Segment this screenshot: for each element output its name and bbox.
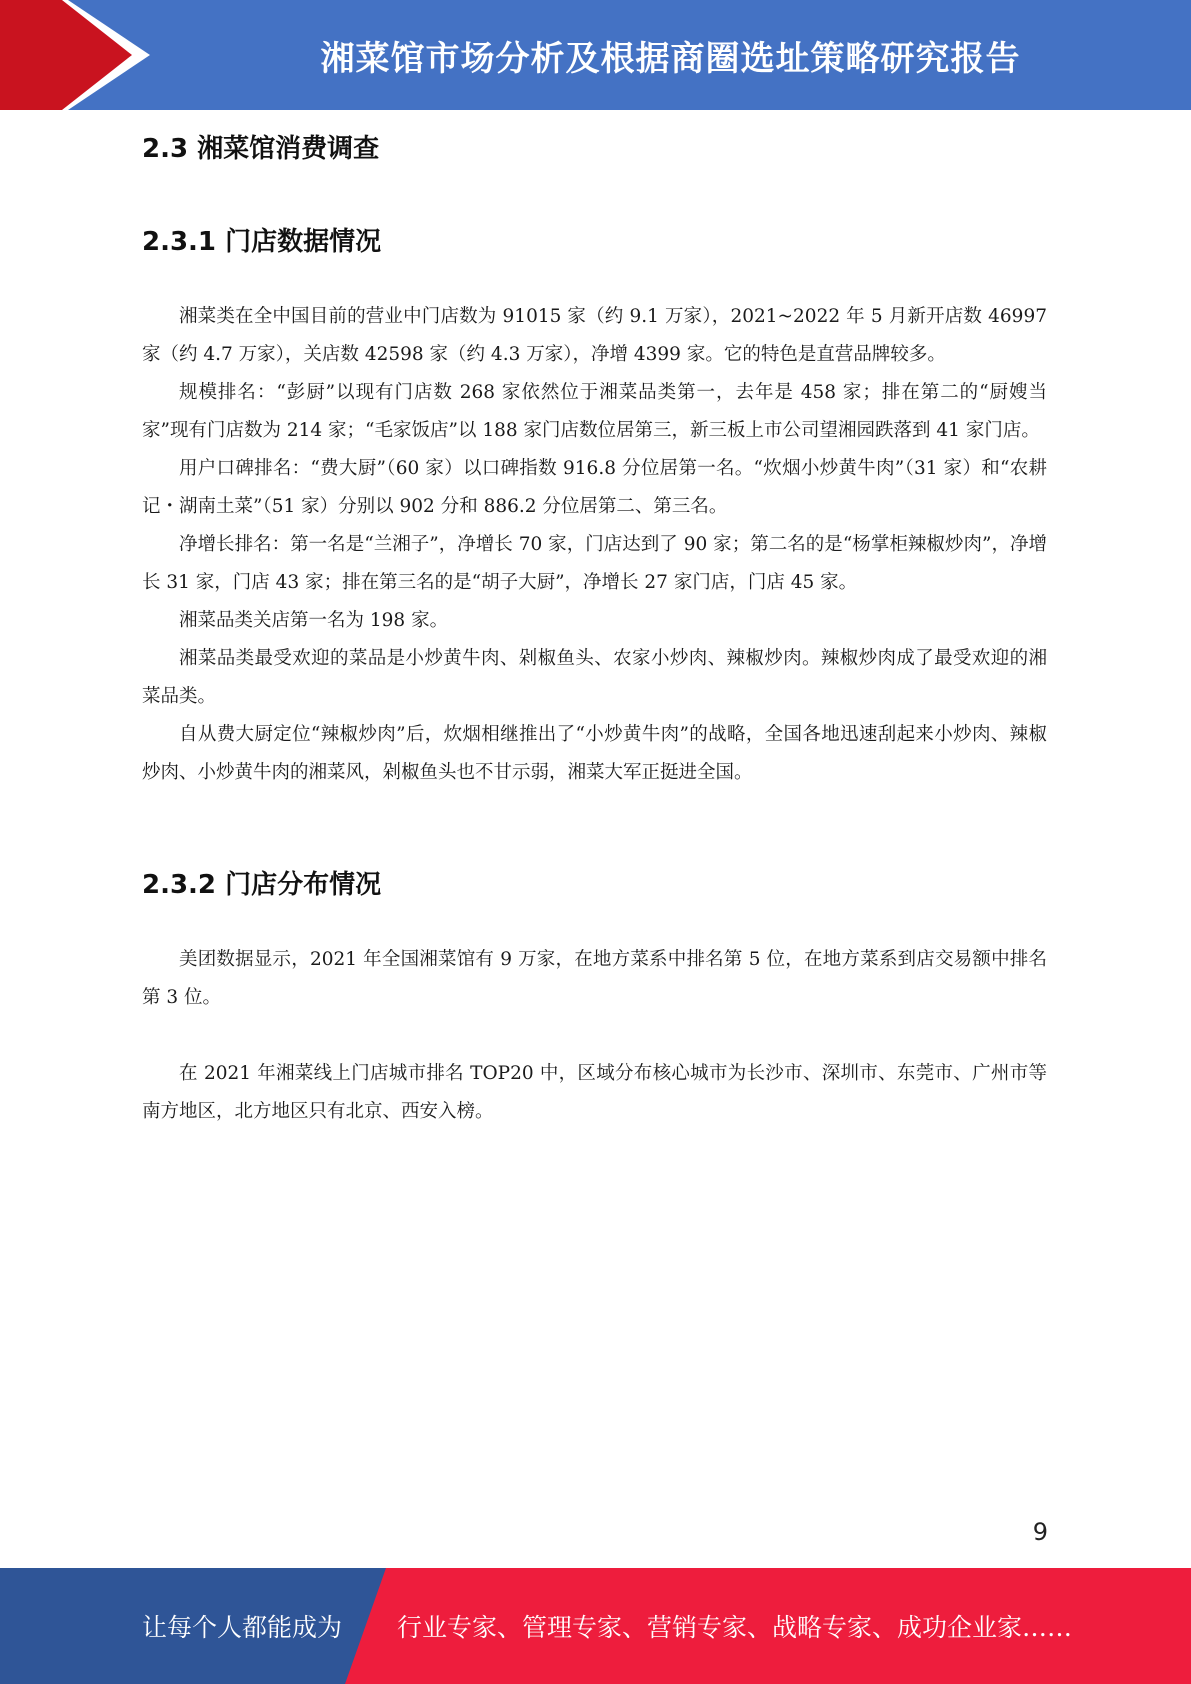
- report-footer: [0, 1568, 1191, 1684]
- page-content: [142, 128, 1047, 1131]
- store-data-body: [142, 298, 1047, 792]
- subsection-heading-store-data: 2.3.1 门店数据情况: [142, 227, 382, 257]
- paragraph: 用户口碑排名：“费大厨”（60 家）以口碑指数 916.8 分位居第一名。“炊烟小炒黄牛肉”（31 家）和“农耕记・湖南土菜”（51 家）分别以 902 分和 886.2 分位居第二、第三名。: [142, 458, 1047, 517]
- footer-slogan-left: 让每个人都能成为: [142, 1613, 343, 1642]
- paragraph: 湘菜品类关店第一名为 198 家。: [179, 610, 449, 631]
- page-number: 9: [1032, 1518, 1048, 1546]
- store-distribution-body: [142, 941, 1047, 1131]
- paragraph: 规模排名：“彭厨”以现有门店数 268 家依然位于湘菜品类第一，去年是 458 家；排在第二的“厨嫂当家”现有门店数为 214 家；“毛家饭店”以 188 家门店数位居第三，新三板上市公司望湘园跌落到 41 家门店。: [142, 382, 1047, 441]
- paragraph: 湘菜类在全中国目前的营业中门店数为 91015 家（约 9.1 万家），2021~2022 年 5 月新开店数 46997 家（约 4.7 万家），关店数 42598 家（约 4.3 万家），净增 4399 家。它的特色是直营品牌较多。: [142, 306, 1047, 365]
- paragraph: 在 2021 年湘菜线上门店城市排名 TOP20 中，区域分布核心城市为长沙市、深圳市、东莞市、广州市等南方地区，北方地区只有北京、西安入榜。: [142, 1063, 1047, 1122]
- paragraph: 自从费大厨定位“辣椒炒肉”后，炊烟相继推出了“小炒黄牛肉”的战略，全国各地迅速刮起来小炒肉、辣椒炒肉、小炒黄牛肉的湘菜风，剁椒鱼头也不甘示弱，湘菜大军正挺进全国。: [142, 724, 1047, 783]
- chevron-arrow-icon: [0, 0, 160, 110]
- footer-slogan-right: 行业专家、管理专家、营销专家、战略专家、成功企业家……: [397, 1613, 1073, 1642]
- report-header: [0, 0, 1191, 110]
- paragraph: 净增长排名：第一名是“兰湘子”，净增长 70 家，门店达到了 90 家；第二名的是“杨掌柜辣椒炒肉”，净增长 31 家，门店 43 家；排在第三名的是“胡子大厨”，净增长 27 家门店，门店 45 家。: [142, 534, 1047, 593]
- subsection-heading-store-distribution: 2.3.2 门店分布情况: [142, 870, 382, 900]
- paragraph: 湘菜品类最受欢迎的菜品是小炒黄牛肉、剁椒鱼头、农家小炒肉、辣椒炒肉。辣椒炒肉成了最受欢迎的湘菜品类。: [142, 648, 1047, 707]
- report-title: 湘菜馆市场分析及根据商圈选址策略研究报告: [320, 38, 1021, 79]
- section-heading: 2.3 湘菜馆消费调查: [142, 134, 380, 164]
- paragraph: 美团数据显示，2021 年全国湘菜馆有 9 万家，在地方菜系中排名第 5 位，在地方菜系到店交易额中排名第 3 位。: [142, 949, 1047, 1008]
